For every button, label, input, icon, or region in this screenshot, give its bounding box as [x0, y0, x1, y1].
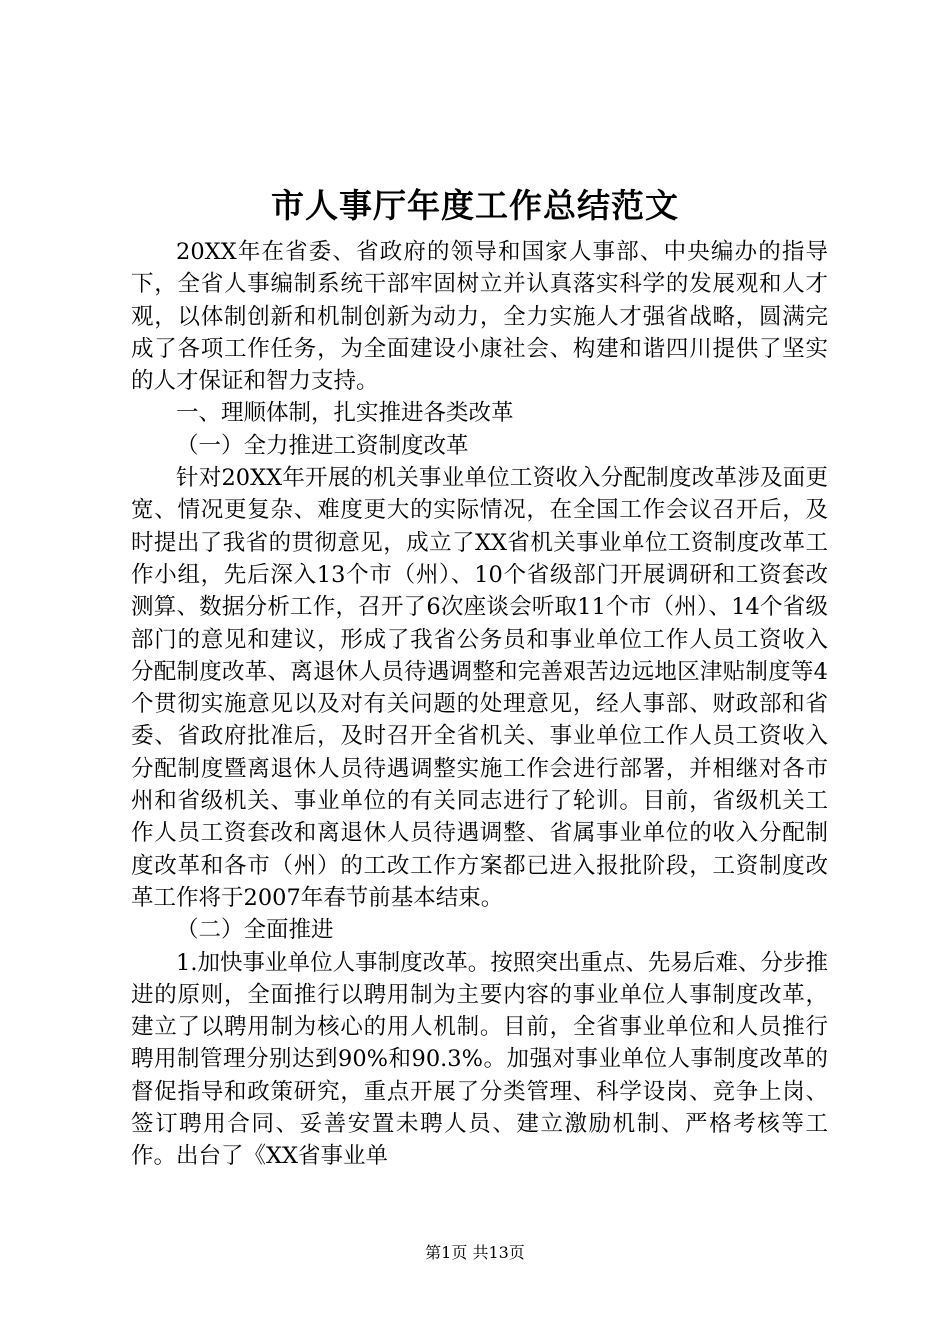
subsection-heading-2: （二）全面推进: [176, 917, 334, 944]
wage-reform-paragraph: 针对20XX年开展的机关事业单位工资收入分配制度改革涉及面更宽、情况更复杂、难度更大的实际情况，在全国工作会议召开后，及时提出了我省的贯彻意见，成立了XX省机关事业单位工资制度改革工作小组，先后深入13个市（州）、10个省级部门开展调研和工资套改测算、数据分析工作，召开了6次座谈会听取11个市（州）、14个省级部门的意见和建议，形成了我省公务员和事业单位工作人员工资收入分配制度改革、离退休人员待遇调整和完善艰苦边远地区津贴制度等4个贯彻实施意见以及对有关问题的处理意见，经人事部、财政部和省委、省政府批准后，及时召开全省机关、事业单位工作人员工资收入分配制度暨离退休人员待遇调整实施工作会进行部署，并相继对各市州和省级机关、事业单位的有关同志进行了轮训。目前，省级机关工作人员工资套改和离退休人员待遇调整、省属事业单位的收入分配制度改革和各市（州）的工改工作方案都已进入报批阶段，工资制度改革工作将于2007年春节前基本结束。: [131, 465, 828, 911]
subsection-heading-1: （一）全力推进工资制度改革: [176, 432, 469, 459]
page-footer: 第1页 共13页: [425, 1243, 525, 1262]
document-title: 市人事厅年度工作总结范文: [271, 186, 679, 225]
personnel-reform-paragraph: 1.加快事业单位人事制度改革。按照突出重点、先易后难、分步推进的原则，全面推行以聘用制为主要内容的事业单位人事制度改革，建立了以聘用制为核心的用人机制。目前，全省事业单位和人员推行聘用制管理分别达到90%和90.3%。加强对事业单位人事制度改革的督促指导和政策研究，重点开展了分类管理、科学设岗、竞争上岗、签订聘用合同、妥善安置未聘人员、建立激励机制、严格考核等工作。出台了《XX省事业单: [131, 949, 828, 1170]
document-body: [131, 236, 828, 1173]
section-heading-1: 一、理顺体制，扎实推进各类改革: [176, 400, 514, 427]
intro-paragraph: 20XX年在省委、省政府的领导和国家人事部、中央编办的指导下，全省人事编制系统干部牢固树立并认真落实科学的发展观和人才观，以体制创新和机制创新为动力，全力实施人才强省战略，圆满完成了各项工作任务，为全面建设小康社会、构建和谐四川提供了坚实的人才保证和智力支持。: [131, 239, 828, 395]
